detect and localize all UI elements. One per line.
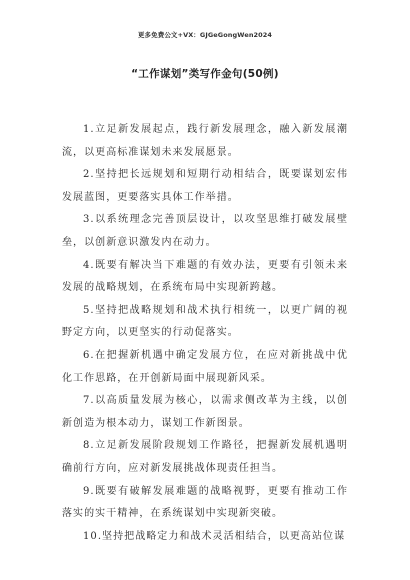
list-item: 10.坚持把战略定力和战术灵活相结合，以更高站位谋 (83, 530, 346, 542)
list-item: 1.立足新发展起点，践行新发展理念，融入新发展潮流，以更高标准谋划未来发展愿景。 (62, 124, 348, 158)
document-body (62, 119, 348, 548)
header-note: 更多免费公文+VX：GJGeGongWen2024 (137, 31, 273, 39)
list-item: 9.既要有破解发展难题的战略视野，更要有推动工作落实的实干精神，在系统谋划中实现新突破。 (62, 485, 348, 520)
list-item: 2.坚持把长远规划和短期行动相结合，既要谋划宏伟发展蓝图，更要落实具体工作举措。 (62, 169, 348, 203)
list-item: 8.立足新发展阶段规划工作路径，把握新发展机遇明确前行方向，应对新发展挑战体现责任担当。 (62, 440, 348, 474)
list-item: 5.坚持把战略规划和战术执行相统一，以更广阔的视野定方向，以更坚实的行动促落实。 (62, 304, 348, 339)
list-item: 6.在把握新机遇中确定发展方位，在应对新挑战中优化工作思路，在开创新局面中展现新风采。 (62, 349, 348, 384)
list-item: 7.以高质量发展为核心，以需求侧改革为主线，以创新创造为根本动力，谋划工作新图景。 (62, 395, 348, 429)
document-title: “工作谋划”类写作金句(50例) (131, 68, 279, 80)
list-item: 4.既要有解决当下难题的有效办法，更要有引领未来发展的战略规划，在系统布局中实现新跨越。 (62, 259, 348, 294)
list-item: 3.以系统理念完善顶层设计，以攻坚思维打破发展壁垒，以创新意识激发内在动力。 (62, 214, 348, 248)
